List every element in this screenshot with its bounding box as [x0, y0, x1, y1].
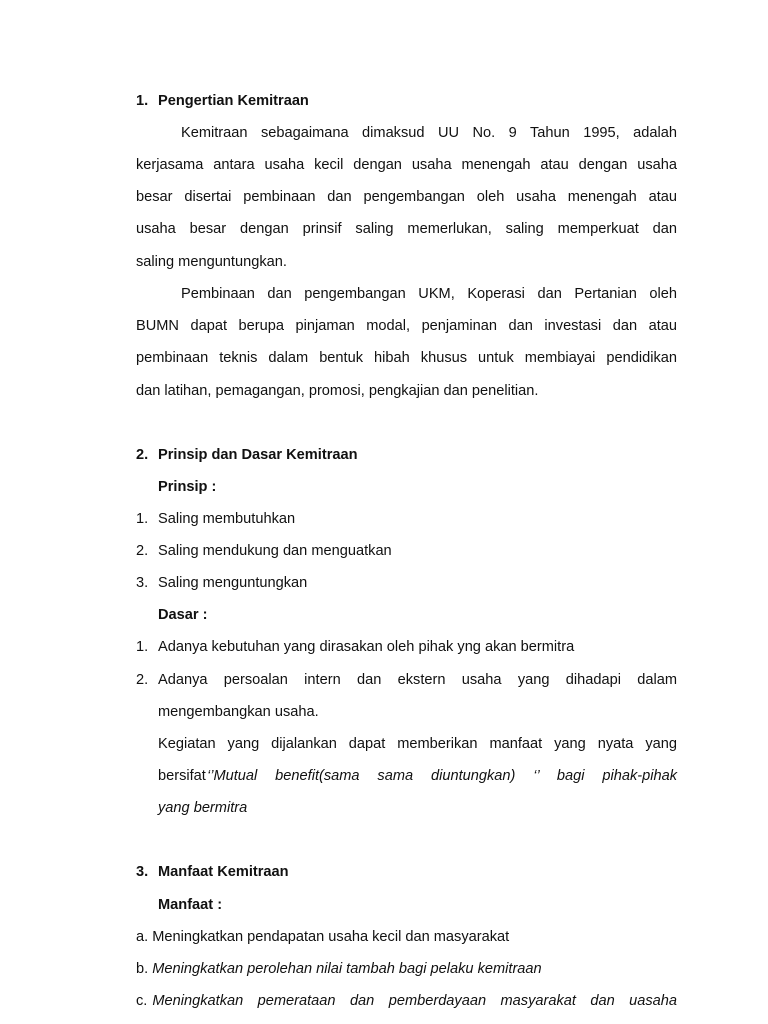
list-text: Saling membutuhkan — [158, 511, 296, 527]
paragraph-line: dan latihan, pemagangan, promosi, pengkajian dan penelitian. — [136, 383, 539, 399]
section-2-heading — [136, 445, 358, 465]
list-text: Adanya kebutuhan yang dirasakan oleh pihak yng akan bermitra — [158, 639, 575, 655]
list-item — [136, 637, 574, 657]
text-normal: bersifat — [158, 768, 206, 784]
list-text: Saling mendukung dan menguatkan — [158, 543, 392, 559]
paragraph-line: BUMN dapat berupa pinjaman modal, penjaminan dan investasi dan atau — [136, 318, 677, 334]
paragraph-line: saling menguntungkan. — [136, 254, 287, 270]
list-number: 1. — [136, 639, 149, 655]
list-number: 3. — [136, 575, 149, 591]
list-text-continued: mengembangkan usaha. — [158, 704, 319, 720]
list-text: Meningkatkan pendapatan usaha kecil dan masyarakat — [152, 929, 510, 945]
dasar-label: Dasar : — [158, 607, 208, 623]
list-number: 2. — [136, 672, 149, 688]
section-3-heading — [136, 862, 289, 882]
section-1-heading — [136, 91, 309, 111]
text-italic: ‘’Mutual benefit(sama sama diuntungkan) ‘’ bagi pihak-pihak — [207, 768, 677, 784]
list-number: 1. — [136, 511, 149, 527]
paragraph-line: Pembinaan dan pengembangan UKM, Koperasi dan Pertanian oleh — [181, 286, 677, 302]
paragraph-line: Kegiatan yang dijalankan dapat memberikan manfaat yang nyata yang — [158, 736, 677, 752]
list-text: Meningkatkan perolehan nilai tambah bagi pelaku kemitraan — [152, 961, 542, 977]
list-letter: c. — [136, 993, 148, 1009]
list-item — [136, 573, 307, 593]
list-item — [136, 541, 392, 561]
paragraph-line: Kemitraan sebagaimana dimaksud UU No. 9 Tahun 1995, adalah — [181, 125, 677, 141]
list-text: Meningkatkan pemerataan dan pemberdayaan masyarakat dan uasaha — [152, 993, 677, 1009]
section-title: Pengertian Kemitraan — [158, 93, 309, 109]
list-item — [136, 959, 542, 979]
list-number: 2. — [136, 543, 149, 559]
list-item — [136, 927, 509, 947]
paragraph-line: usaha besar dengan prinsif saling memerlukan, saling memperkuat dan — [136, 221, 677, 237]
paragraph-line: besar disertai pembinaan dan pengembangan oleh usaha menengah atau — [136, 189, 677, 205]
manfaat-label: Manfaat : — [158, 897, 223, 913]
section-title: Prinsip dan Dasar Kemitraan — [158, 447, 358, 463]
list-letter: b. — [136, 961, 149, 977]
section-number: 3. — [136, 864, 149, 880]
section-title: Manfaat Kemitraan — [158, 864, 289, 880]
list-item — [136, 509, 295, 529]
paragraph-line: kerjasama antara usaha kecil dengan usaha menengah atau dengan usaha — [136, 157, 677, 173]
section-number: 2. — [136, 447, 149, 463]
paragraph-line — [158, 766, 677, 786]
list-text: Adanya persoalan intern dan ekstern usaha yang dihadapi dalam — [158, 672, 677, 688]
section-number: 1. — [136, 93, 149, 109]
list-letter: a. — [136, 929, 149, 945]
list-item — [136, 670, 158, 690]
paragraph-line: pembinaan teknis dalam bentuk hibah khusus untuk membiayai pendidikan — [136, 350, 677, 366]
list-item — [136, 991, 677, 1011]
list-text: Saling menguntungkan — [158, 575, 308, 591]
prinsip-label: Prinsip : — [158, 479, 217, 495]
paragraph-line: yang bermitra — [158, 800, 248, 816]
